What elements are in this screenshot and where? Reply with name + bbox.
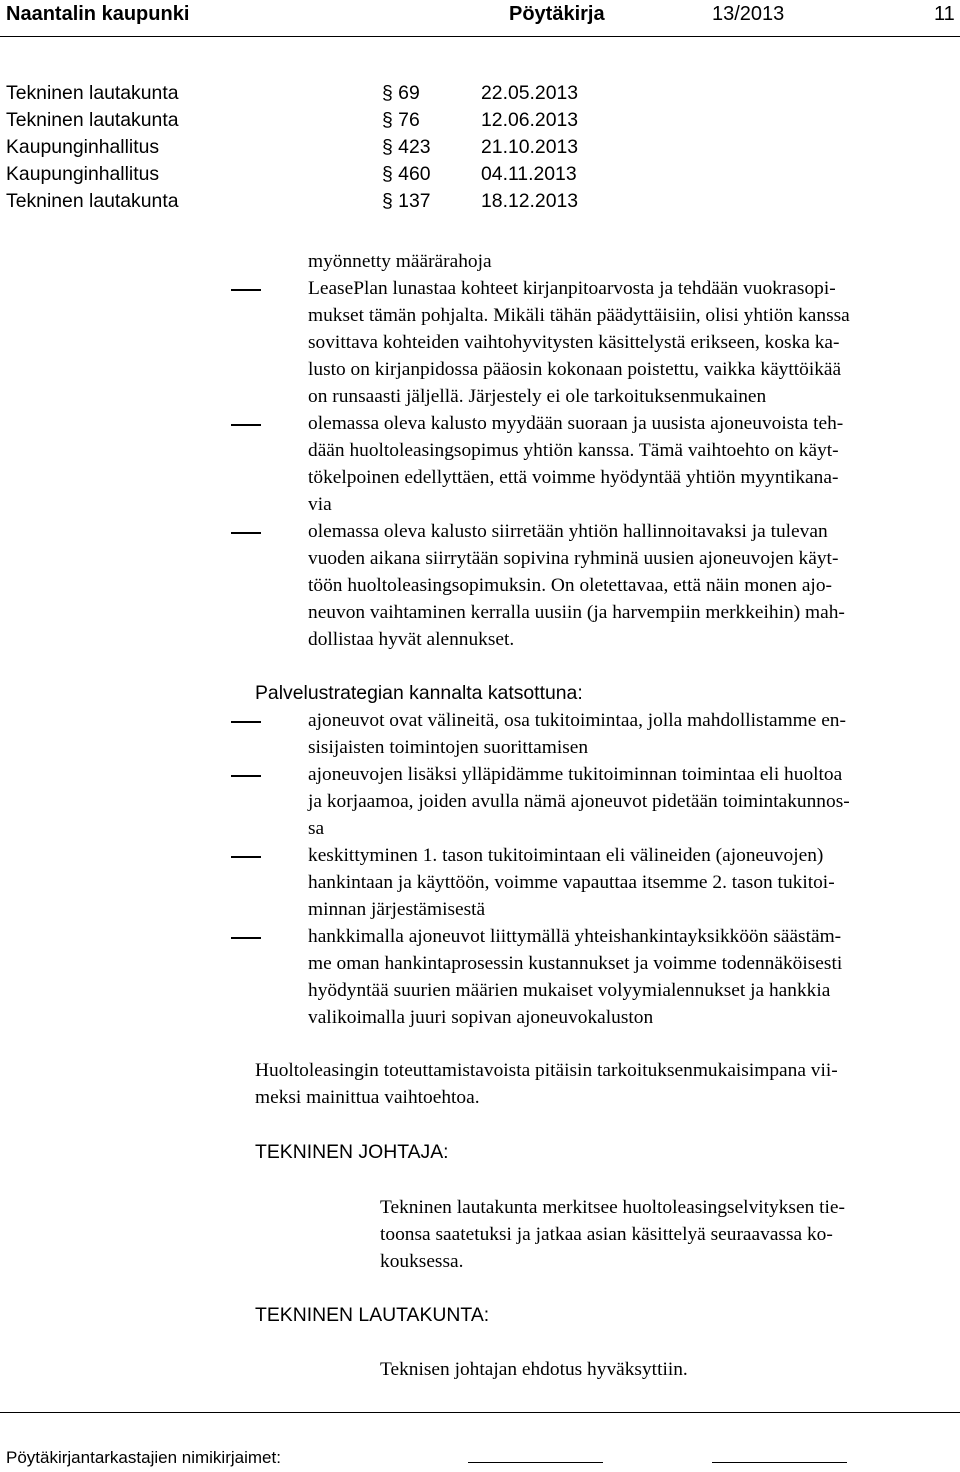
municipality-name: Naantalin kaupunki (6, 3, 190, 25)
meeting-section: § 137 (382, 190, 431, 212)
text-line: ajoneuvot ovat välineitä, osa tukitoimintaa, jolla mahdollistamme en- (308, 710, 846, 731)
board-heading: TEKNINEN LAUTAKUNTA: (255, 1304, 490, 1326)
meeting-date: 21.10.2013 (481, 136, 579, 158)
bullet-dash (231, 424, 261, 426)
signature-line (712, 1462, 847, 1463)
text-line: hankkimalla ajoneuvot liittymällä yhteishankintayksikköön säästäm- (308, 926, 842, 947)
footer-rule (0, 1412, 960, 1413)
text-line: me oman hankintaprosessin kustannukset ja voimme todennäköisesti (308, 953, 843, 974)
text-line: kouksessa. (380, 1251, 464, 1272)
text-line: myönnetty määrärahoja (308, 251, 492, 272)
text-line: toonsa saatetuksi ja jatkaa asian käsittelyä seuraavassa ko- (380, 1224, 833, 1245)
text-line: hyödyntää suurien määrien mukaiset volyymialennukset ja hankkia (308, 980, 831, 1001)
meeting-body: Tekninen lautakunta (6, 190, 179, 212)
meeting-date: 18.12.2013 (481, 190, 579, 212)
text-line: sovittava kohteiden vaihtohyvitysten käsittelystä erikseen, koska ka- (308, 332, 840, 353)
text-line: ja korjaamoa, joiden avulla nämä ajoneuvot pidetään toimintakunnos- (308, 791, 850, 812)
strategy-heading: Palvelustrategian kannalta katsottuna: (255, 682, 583, 704)
bullet-dash (231, 775, 261, 777)
conclusion-text (255, 1057, 838, 1111)
text-line: dollistaa hyvät alennukset. (308, 629, 515, 650)
meeting-date: 12.06.2013 (481, 109, 579, 131)
meeting-section: § 423 (382, 136, 431, 158)
bullet-dash (231, 289, 261, 291)
bullet-dash (231, 721, 261, 723)
meeting-section: § 76 (382, 109, 420, 131)
text-line: on runsaasti jäljellä. Järjestely ei ole tarkoituksenmukainen (308, 386, 767, 407)
text-line: dään huoltoleasingsopimus yhtiön kanssa. Tämä vaihtoehto on käyt- (308, 440, 839, 461)
text-line: keskittyminen 1. tason tukitoimintaan eli välineiden (ajoneuvojen) (308, 845, 824, 866)
meeting-body: Tekninen lautakunta (6, 82, 179, 104)
text-line: via (308, 494, 332, 515)
meeting-body: Kaupunginhallitus (6, 163, 160, 185)
text-line: Huoltoleasingin toteuttamistavoista pitäisin tarkoituksenmukaisimpana vii- (255, 1060, 838, 1081)
footer-label: Pöytäkirjantarkastajien nimikirjaimet: (6, 1448, 281, 1467)
meeting-section: § 69 (382, 82, 420, 104)
director-proposal (380, 1194, 845, 1275)
text-line: valikoimalla juuri sopivan ajoneuvokaluston (308, 1007, 654, 1028)
text-line: ajoneuvojen lisäksi ylläpidämme tukitoiminnan toimintaa eli huoltoa (308, 764, 843, 785)
signature-line (468, 1462, 603, 1463)
bullet-dash (231, 937, 261, 939)
meeting-body: Kaupunginhallitus (6, 136, 160, 158)
document-type: Pöytäkirja (509, 3, 605, 25)
text-line: LeasePlan lunastaa kohteet kirjanpitoarvosta ja tehdään vuokrasopi- (308, 278, 836, 299)
board-decision: Teknisen johtajan ehdotus hyväksyttiin. (380, 1359, 688, 1380)
text-line: Tekninen lautakunta merkitsee huoltoleasingselvityksen tie- (380, 1197, 845, 1218)
text-line: neuvon vaihtaminen kerralla uusiin (ja harvempiin merkkeihin) mah- (308, 602, 845, 623)
text-line: olemassa oleva kalusto myydään suoraan ja uusista ajoneuvoista teh- (308, 413, 844, 434)
text-line: hankintaan ja käyttöön, voimme vapauttaa itsemme 2. tason tukitoi- (308, 872, 835, 893)
header-rule (0, 36, 960, 37)
text-line: vuoden aikana siirrytään sopivina ryhminä uusien ajoneuvojen käyt- (308, 548, 839, 569)
strategy-list (308, 707, 850, 1031)
page-number: 11 (934, 3, 955, 25)
alternatives-text (308, 248, 850, 653)
text-line: tökelpoinen edellyttäen, että voimme hyödyntää yhtiön myyntikana- (308, 467, 839, 488)
text-line: mukset tämän pohjalta. Mikäli tähän päädyttäisiin, olisi yhtiön kanssa (308, 305, 850, 326)
text-line: olemassa oleva kalusto siirretään yhtiön hallinnoitavaksi ja tulevan (308, 521, 828, 542)
text-line: meksi mainittua vaihtoehtoa. (255, 1087, 480, 1108)
text-line: lusto on kirjanpidossa pääosin kokonaan poistettu, vaikka käyttöikää (308, 359, 842, 380)
meeting-date: 04.11.2013 (481, 163, 577, 185)
meeting-date: 22.05.2013 (481, 82, 579, 104)
meeting-body: Tekninen lautakunta (6, 109, 179, 131)
issue-number: 13/2013 (712, 3, 785, 25)
bullet-dash (231, 532, 261, 534)
director-heading: TEKNINEN JOHTAJA: (255, 1141, 449, 1163)
text-line: minnan järjestämisestä (308, 899, 486, 920)
text-line: töön huoltoleasingsopimuksin. On oletettavaa, että näin monen ajo- (308, 575, 832, 596)
text-line: sa (308, 818, 325, 839)
text-line: sisijaisten toimintojen suorittamisen (308, 737, 589, 758)
bullet-dash (231, 856, 261, 858)
meeting-section: § 460 (382, 163, 431, 185)
